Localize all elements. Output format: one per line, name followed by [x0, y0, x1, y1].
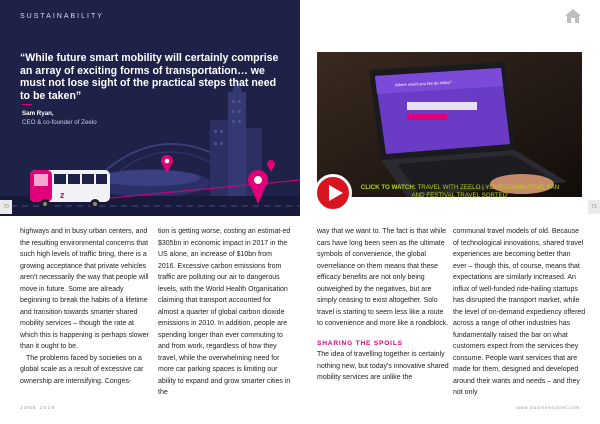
hero-panel — [0, 0, 300, 216]
quote-divider — [22, 104, 32, 105]
paragraph: The problems faced by societies on a global scale as a result of excessive car ownership are intensifying. Conges- — [20, 354, 144, 385]
paragraph: communal travel models of old. Because of technological innovations, shared travel experiences are becoming better than ever – though this, of course, means that expectations are similarly increased. An influx of well-funded ride-hailing startups has disrupted the transport market, while the level of on-demand expediency offered across a range of other industries has fundamentally raised the bar on what customers expect from the services they consume. People want services that are made for them, designed and developed around their wants and needs – and they not only — [453, 228, 586, 396]
cta-title: TRAVEL WITH ZEELO | YOUR COMMUTING, FAN AND FESTIVAL TRAVEL SORTED' — [411, 184, 560, 200]
cta-lead: CLICK TO WATCH: — [360, 184, 416, 191]
page-number-right: 71 — [588, 200, 600, 214]
body-column-2 — [158, 226, 291, 399]
paragraph: The idea of travelling together is certainly nothing new, but today's innovative shared mobility services are unlike the — [317, 351, 449, 381]
svg-text:z: z — [60, 190, 65, 200]
body-column-3 — [317, 226, 450, 384]
section-heading: SHARING THE SPOILS — [317, 339, 403, 347]
pull-quote: “While future smart mobility will certainly comprise an array of exciting forms of transportation… we must not lose sight of the practical steps that need to be taken” — [20, 52, 279, 102]
laptop-photo — [317, 52, 582, 200]
map-pin-icon — [267, 160, 275, 172]
paragraph: way that we want to. The fact is that while cars have long been seen as the ultimate symbols of convenience, the global overreliance on them means that these efficacy benefits are not only being outweighed by the negatives, but are simply ceasing to exist altogether. Solo travel is starting to seem less like a route to convenience and more like a roadblock. — [317, 228, 449, 327]
paragraph: highways and in busy urban centers, and the resulting environmental concerns that such high levels of traffic bring, there is a growing acceptance that private vehicles aren't necessarily the way that people will move in future. Some are already beginning to break the habits of a lifetime and transition towards smarter shared mobility services – though the rate at which this is happening is perhaps slower than it ought to be. — [20, 228, 149, 350]
home-icon[interactable] — [564, 8, 582, 24]
city-illustration — [0, 0, 300, 216]
footer-date: JUNE 2019 — [20, 406, 56, 411]
quote-author-role: CEO & co-founder of Zeelo — [22, 119, 97, 126]
video-screen-headline: Where would you like go today? — [394, 79, 452, 88]
page-number-left: 70 — [0, 200, 12, 214]
video-thumbnail[interactable] — [317, 52, 582, 200]
footer-website-link[interactable]: www.businesschief.com — [516, 406, 580, 411]
body-column-4 — [453, 226, 586, 399]
quote-author-name: Sam Ryan, — [22, 110, 54, 117]
video-cta[interactable] — [356, 184, 564, 201]
body-column-1 — [20, 226, 153, 387]
play-button[interactable] — [314, 174, 352, 212]
paragraph: tion is getting worse, costing an estimat-ed $305bn in economic impact in 2017 in the US alone, an increase of $10bn from 2016. Excessive carbon emissions from traffic are polluting our air to dangerous levels, with the World Health Organisation claiming that transport accounted for almost a quarter of global carbon dioxide emissions in 2010. In addition, people are spending longer than ever commuting to and from work, regardless of how they travel, while the overwhelming need for more car parking spaces is limiting our ability to expand and grow smarter cities in the — [158, 228, 291, 396]
play-icon — [326, 184, 344, 202]
section-label: SUSTAINABILITY — [20, 13, 104, 20]
